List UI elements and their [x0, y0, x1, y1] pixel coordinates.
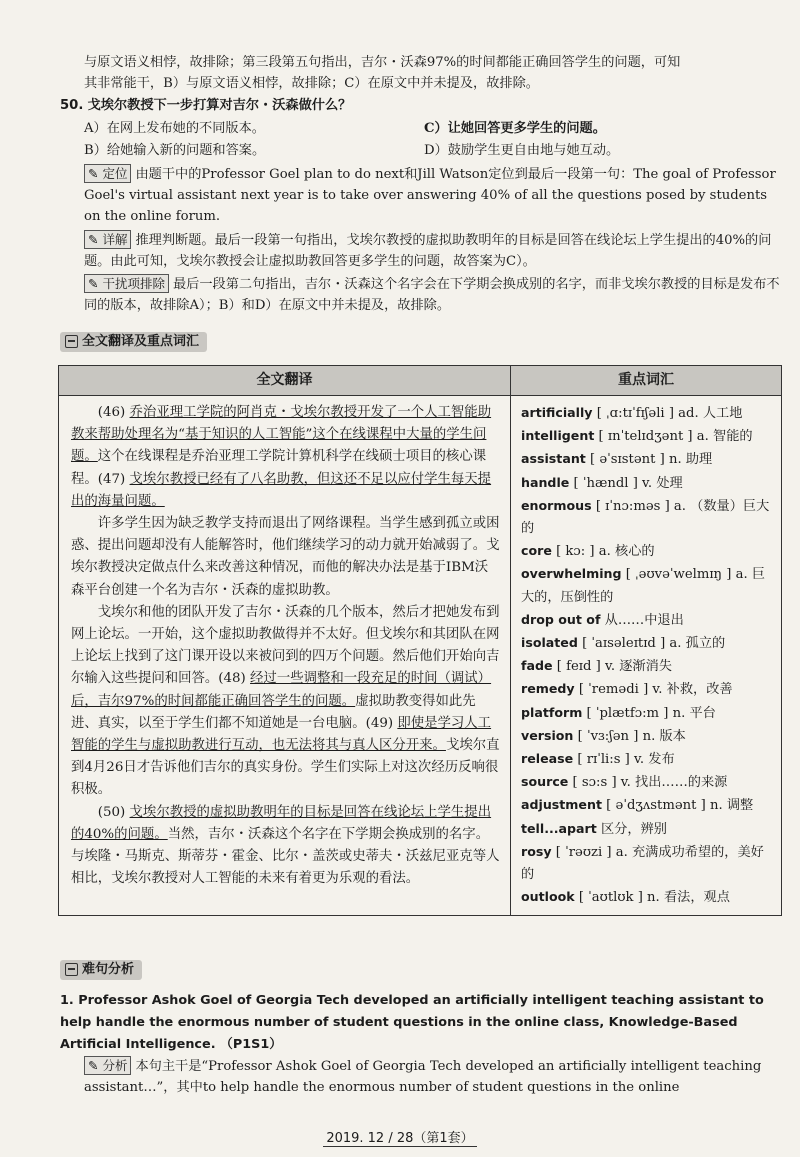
- section-title-translation: 全文翻译及重点词汇: [60, 332, 207, 352]
- vocab-item: tell...apart 区分，辨别: [521, 820, 667, 837]
- locate-tag: ✎ 定位: [84, 164, 131, 183]
- col-header-vocab: 重点词汇: [511, 366, 782, 396]
- vocab-item: drop out of 从……中退出: [521, 611, 684, 628]
- option-a: A）在网上发布她的不同版本。: [84, 121, 265, 136]
- analysis-text: 本句主干是“Professor Ashok Goel of Georgia Tech developed an artificially intelligent teaching assistant…”，其中to help handle the enormous number of student questions in the online: [84, 1059, 762, 1095]
- vocab-item: source [ sɔ:s ] v. 找出……的来源: [521, 774, 728, 791]
- explain-text: 推理判断题。最后一段第一句指出，戈埃尔教授的虚拟助教明年的目标是回答在线论坛上学生提出的40%的问题。由此可知，戈埃尔教授会让虚拟助教回答更多学生的问题，故答案为C）。: [84, 233, 772, 269]
- page-number: 2019. 12 / 28（第1套）: [323, 1131, 476, 1147]
- translation-para-4: (50) 戈埃尔教授的虚拟助教明年的目标是回答在线论坛上学生提出的40%的问题。当然，吉尔・沃森这个名字在下学期会换成别的名字。与埃隆・马斯克、斯蒂芬・霍金、比尔・盖茨或史蒂夫・沃兹尼亚克等人相比，戈埃尔教授对人工智能的未来有着更为乐观的看法。: [71, 804, 500, 887]
- vocab-item: adjustment [ əˈdʒʌstmənt ] n. 调整: [521, 797, 754, 814]
- option-c: C）让她回答更多学生的问题。: [424, 121, 606, 136]
- exclude-tag: ✎ 干扰项排除: [84, 274, 169, 293]
- option-b: B）给她输入新的问题和答案。: [84, 143, 266, 158]
- exclude-text: 最后一段第二句指出，吉尔・沃森这个名字会在下学期会换成别的名字，而非戈埃尔教授的目标是发布不同的版本，故排除A）；B）和D）在原文中并未提及，故排除。: [84, 277, 780, 313]
- page-footer: [0, 1128, 800, 1149]
- analysis-paragraph: [84, 1056, 780, 1098]
- question-stem: [60, 95, 780, 116]
- question-number: 50.: [60, 98, 84, 113]
- locate-paragraph: [84, 164, 780, 227]
- vocab-item: rosy [ ˈrəʊzi ] a. 充满成功希望的，美好的: [521, 843, 764, 883]
- vocab-item: artificially [ ˌɑ:tɪˈfɪʃəli ] ad. 人工地: [521, 405, 743, 421]
- vocab-item: core [ kɔ: ] a. 核心的: [521, 543, 655, 560]
- vocab-item: version [ ˈvɜ:ʃən ] n. 版本: [521, 727, 686, 744]
- option-d: D）鼓励学生更自由地与她互动。: [424, 143, 620, 158]
- locate-text: 由题干中的Professor Goel plan to do next和Jill Watson定位到最后一段第一句：The goal of Professor Goel's virtual assistant next year is to take over answering 40% of all the questions posed by students on the online forum.: [84, 167, 776, 224]
- vocab-item: isolated [ ˈaɪsəleɪtɪd ] a. 孤立的: [521, 635, 726, 652]
- book-icon: [65, 963, 78, 976]
- section-title-analysis: 难句分析: [60, 960, 142, 980]
- translation-para-2: 许多学生因为缺乏教学支持而退出了网络课程。当学生感到孤立或困惑、提出问题却没有人能解答时，他们继续学习的动力就开始减弱了。戈埃尔教授决定做点什么来改善这种情况，而他的解决办法是基于IBM沃森平台创建一个名为吉尔・沃森的虚拟助教。: [71, 516, 500, 598]
- translation-para-1: (46) 乔治亚理工学院的阿肖克・戈埃尔教授开发了一个人工智能助教来帮助处理名为“基于知识的人工智能”这个在线课程中大量的学生问题。这个在线课程是乔治亚理工学院计算机科学在线硕士项目的核心课程。(47) 戈埃尔教授已经有了八名助教，但这还不足以应付学生每天提出的海量问题。: [71, 405, 492, 509]
- book-icon: [65, 335, 78, 348]
- translation-para-3: 戈埃尔和他的团队开发了吉尔・沃森的几个版本，然后才把她发布到网上论坛。一开始，这个虚拟助教做得并不太好。但戈埃尔和其团队在网上论坛上找到了这门课开设以来被问到的四万个问题。然后他们开始向吉尔输入这些提问和回答。(48) 经过一些调整和一段充足的时间（调试）后，吉尔97%的时间都能正确回答学生的问题。虚拟助教变得如此先进、真实，以至于学生们都不知道她是一台电脑。(49) 即使是学习人工智能的学生与虚拟助教进行互动，也无法将其与真人区分开来。戈埃尔直到4月26日才告诉他们吉尔的真实身份。学生们实际上对这次经历反响很积极。: [71, 604, 500, 798]
- translation-table: [58, 365, 782, 916]
- vocab-item: outlook [ ˈaʊtlʊk ] n. 看法，观点: [521, 889, 730, 906]
- vocab-item: platform [ ˈplætfɔ:m ] n. 平台: [521, 704, 716, 721]
- analysis-tag: ✎ 分析: [84, 1056, 131, 1075]
- vocab-item: remedy [ ˈremədi ] v. 补救，改善: [521, 681, 733, 698]
- text-line: 与原文语义相悖，故排除；第三段第五句指出，吉尔・沃森97%的时间都能正确回答学生的问题，可知: [84, 55, 681, 70]
- vocab-item: assistant [ əˈsɪstənt ] n. 助理: [521, 451, 713, 468]
- vocab-cell: [511, 396, 782, 916]
- vocab-item: enormous [ ɪˈnɔ:məs ] a. （数量）巨大的: [521, 497, 770, 537]
- explain-tag: ✎ 详解: [84, 230, 131, 249]
- vocab-item: overwhelming [ ˌəʊvəˈwelmɪŋ ] a. 巨大的，压倒性的: [521, 566, 766, 605]
- exclude-paragraph: [84, 274, 780, 316]
- question-text: 戈埃尔教授下一步打算对吉尔・沃森做什么？: [87, 98, 352, 113]
- analysis-number: 1.: [60, 993, 74, 1008]
- explain-paragraph: [84, 230, 780, 272]
- vocab-item: fade [ feɪd ] v. 逐渐消失: [521, 658, 672, 675]
- vocab-item: intelligent [ ɪnˈtelɪdʒənt ] a. 智能的: [521, 428, 753, 445]
- continuation-text: [84, 52, 784, 94]
- text-line: 其非常能干，B）与原文语义相悖，故排除；C）在原文中并未提及，故排除。: [84, 76, 539, 91]
- vocab-item: handle [ ˈhændl ] v. 处理: [521, 474, 683, 491]
- vocab-item: release [ rɪˈli:s ] v. 发布: [521, 751, 675, 768]
- analysis-sentence: 1. Professor Ashok Goel of Georgia Tech developed an artificially intelligent teaching assistant to help handle the enormous number of student questions in the online class, Knowledge-Based Artificial Intelligence. （P1S1）: [60, 993, 764, 1052]
- translation-cell: [59, 396, 511, 916]
- col-header-translation: 全文翻译: [59, 366, 511, 396]
